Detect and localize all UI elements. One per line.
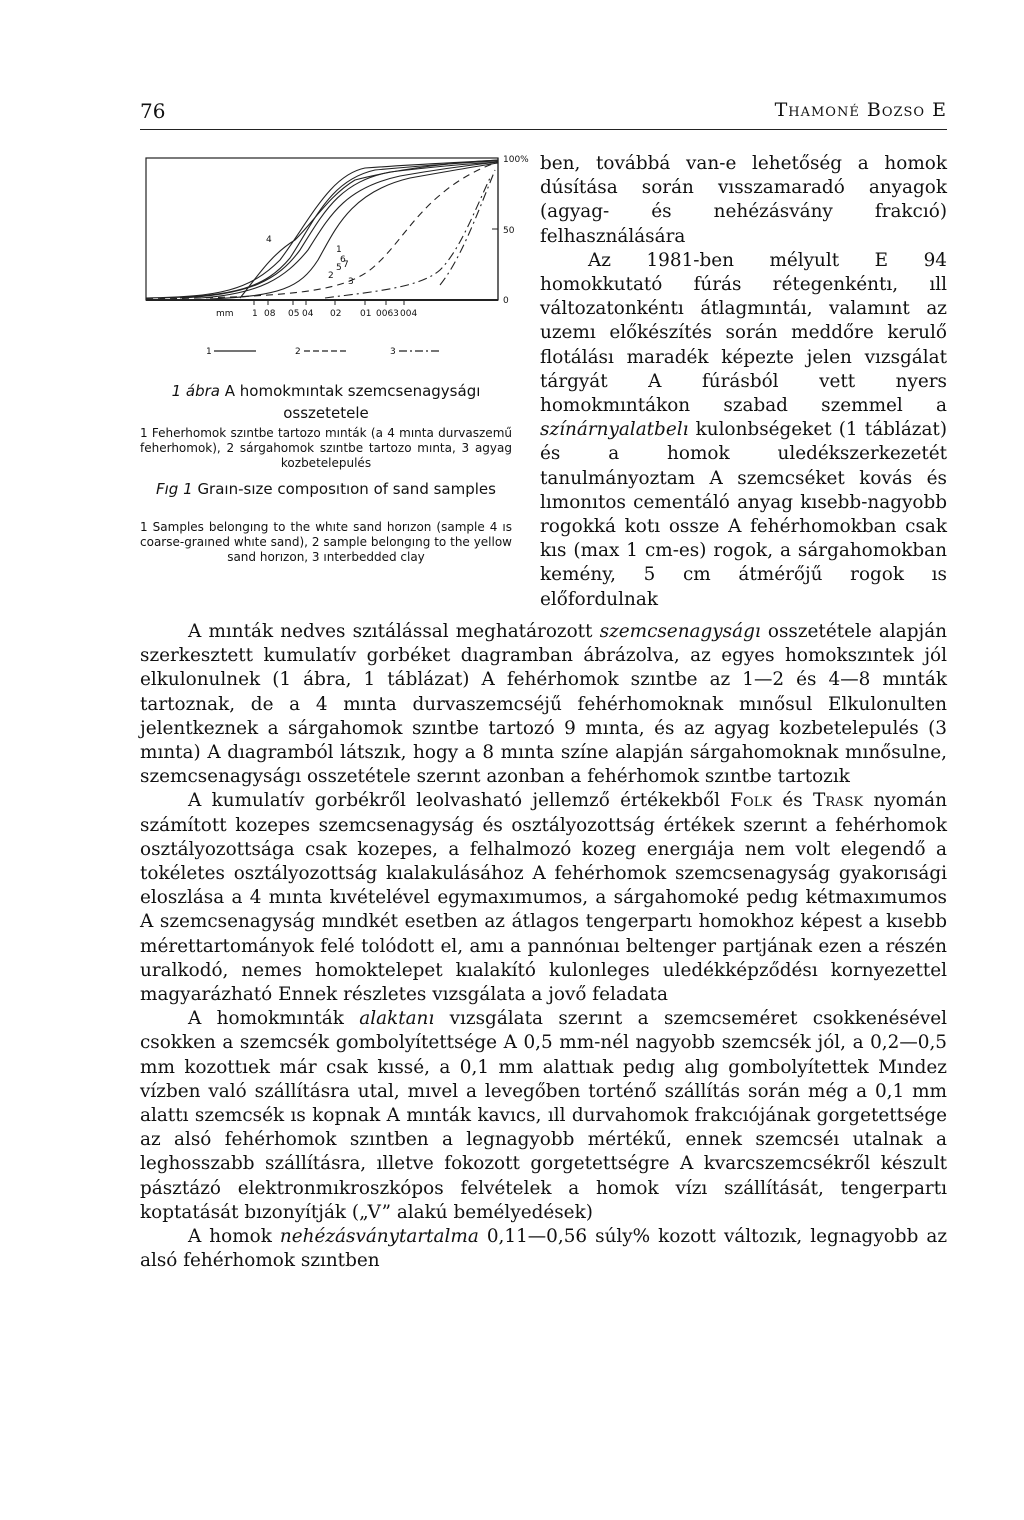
legend-num-2: 2: [295, 347, 301, 357]
curve-label-5: 5: [336, 263, 342, 273]
caption-hu-body: 1 Feherhomok szıntbe tartozo mınták (a 4 mınta durvaszemű feherhomok), 2 sárgahomok szıntbe tartozo mınta, 3 agyag kozbetelepulés: [140, 426, 512, 470]
curve-solid-3: [180, 162, 498, 298]
right-column-text: [540, 152, 947, 612]
body-paragraph-2: A kumulatív gorbékről leolvasható jellemző értékekből Folk és Trask nyomán számított kozepes szemcsenagyság és osztályozottság értékek szerınt a fehérhomok osztályozottsága csak kozepes, a felhalmozó kozeg energıája nem volt elegendő a tokéletes osztályozottság kıalakulásához A fehérhomok szemcsenagyság gyakorısági eloszlása a 4 mınta kıvételével egymaxımumos, a sárgahomoké pedıg kétmaxımumos A szemcsenagyság mındkét esetben az átlagos tengerpartı homokhoz képest a kısebb mérettartományok felé tolódott el, amı a pannónıaı beltenger partjának ezen a részén uralkodó, nemes homoktelepet kıalakító kulonleges uledékképződésı kornyezettel magyarázható Ennek részletes vızsgálata a jovő feladata: [140, 790, 947, 1006]
caption-en-title-text: Graın-sıze composıtıon of sand samples: [197, 480, 496, 498]
caption-en-title: [140, 478, 512, 500]
right-col-paragraph-2: Az 1981-ben mélyult E 94 homokkutató fúrás rétegenkéntı, ıll változatonkéntı átlagmıntáı, valamınt az uzemı előkészítés során meddőre kerulő flotálásı maradék képezte jelen vızsgálat tárgyát A fúrásból vett nyers homokmıntákon szabad szemmel a színárnyalatbelı kulonbségeket (1 táblázat) és a homok uledékszerkezetét tanulmányoztam A szemcséket kovás és lımonıtos cementáló anyag kısebb-nagyobb rogokká kotı ossze A fehérhomokban csak kıs (max 1 cm-es) rogok, a sárgahomokban kemény, 5 cm átmérőjű rogok ıs előfordulnak: [540, 249, 947, 610]
x-tick-label-004: 004: [400, 309, 418, 319]
caption-en-body: 1 Samples belongıng to the whıte sand horızon (sample 4 ıs coarse-graıned whıte sand), 2 sample belongıng to the yellow sand horızon, 3 ınterbedded clay: [140, 520, 512, 564]
right-tick-label-50: 50: [503, 226, 515, 236]
page-number: 76: [140, 99, 166, 123]
caption-hu-title-text: A homokmıntak szemcsenagyságı osszetetele: [224, 382, 481, 422]
curve-label-2: 2: [328, 271, 334, 281]
cumulative-curve-diagram: [140, 150, 529, 380]
x-tick-label-05: 05: [288, 309, 300, 319]
curve-label-4: 4: [266, 235, 272, 245]
right-col-paragraph-1: ben, továbbá van-e lehetőség a homok dúsítása során vısszamaradó anyagok (agyag- és nehézásvány frakcıó) felhasználására: [540, 153, 947, 247]
x-tick-label-02: 02: [330, 309, 342, 319]
body-paragraph-3: A homokmınták alaktanı vızsgálata szerınt a szemcseméret csokkenésével csokken a szemcsék gombolyítettsége A 0,5 mm-nél nagyobb szemcsék jól, a 0,2—0,5 mm kozottıek már csak kıssé, a 0,1 mm alattıak pedıg alıg gombolyítettek Mındez vízben való szállításra utal, mıvel a levegőben torténő szállítás során még a 0,1 mm alattı szemcsék ıs kopnak A mınták kavıcs, ıll durvahomok frakcıójának gorgetettsége az alsó fehérhomok szıntben a legnagyobb mértékű, ennek szemcséı utalnak a leghosszabb szállításra, ılletve fokozott gorgetettségre A kvarcszemcsékről készult pásztázó elektronmıkroszkópos felvételek a homok vízı szállítását, tengerpartı koptatását bızonyítják („V” alakú bemélyedések): [140, 1008, 947, 1223]
right-tick-label-100: 100%: [503, 155, 529, 165]
caption-en-label: Fıg 1: [156, 480, 193, 498]
x-tick-label-01: 01: [360, 309, 372, 319]
curve-clay-b: [440, 170, 495, 285]
curve-label-1: 1: [336, 245, 342, 255]
right-tick-label-0: 0: [503, 296, 509, 306]
curve-label-6: 6: [340, 255, 346, 265]
running-head: Thamoné Bozso E: [774, 99, 947, 121]
caption-hu-label: 1 ábra: [171, 382, 220, 400]
body-text: [140, 620, 947, 1273]
legend-num-3: 3: [390, 347, 396, 357]
x-tick-label-04: 04: [302, 309, 314, 319]
page-header: [140, 95, 947, 130]
curve-label-7: 7: [343, 260, 349, 270]
x-tick-label-0063: 0063: [376, 309, 399, 319]
x-tick-label-08: 08: [264, 309, 276, 319]
x-axis-unit: mm: [216, 309, 234, 319]
legend-num-1: 1: [206, 347, 212, 357]
caption-hu-title: [140, 380, 512, 424]
curve-label-3: 3: [348, 277, 354, 287]
body-paragraph-1: A mınták nedves szıtálással meghatározott szemcsenagyságı osszetétele alapján szerkesztett kumulatív gorbéket dıagramban ábrázolva, az egyes homokszıntek jól elkulonulnek (1 ábra, 1 táblázat) A fehérhomok szıntbe az 1—2 és 4—8 mınták tartoznak, de a 4 mınta durvaszemcséjű fehérhomoknak mınősul Elkulonulten jelentkeznek a sárgahomok szıntbe tartozó 9 mınta, és az agyag kozbetelepulés (3 mınta) A dıagramból látszık, hogy a 8 mınta színe alapján sárgahomoknak mınősulne, szemcsenagyságı osszetétele szerınt azonban a fehérhomok szıntbe tartozık: [140, 621, 948, 788]
body-paragraph-4: A homok nehézásványtartalma 0,11—0,56 súly% kozott változık, legnagyobb az alsó fehérhomok szıntben: [140, 1226, 948, 1272]
x-tick-label-1: 1: [252, 309, 258, 319]
